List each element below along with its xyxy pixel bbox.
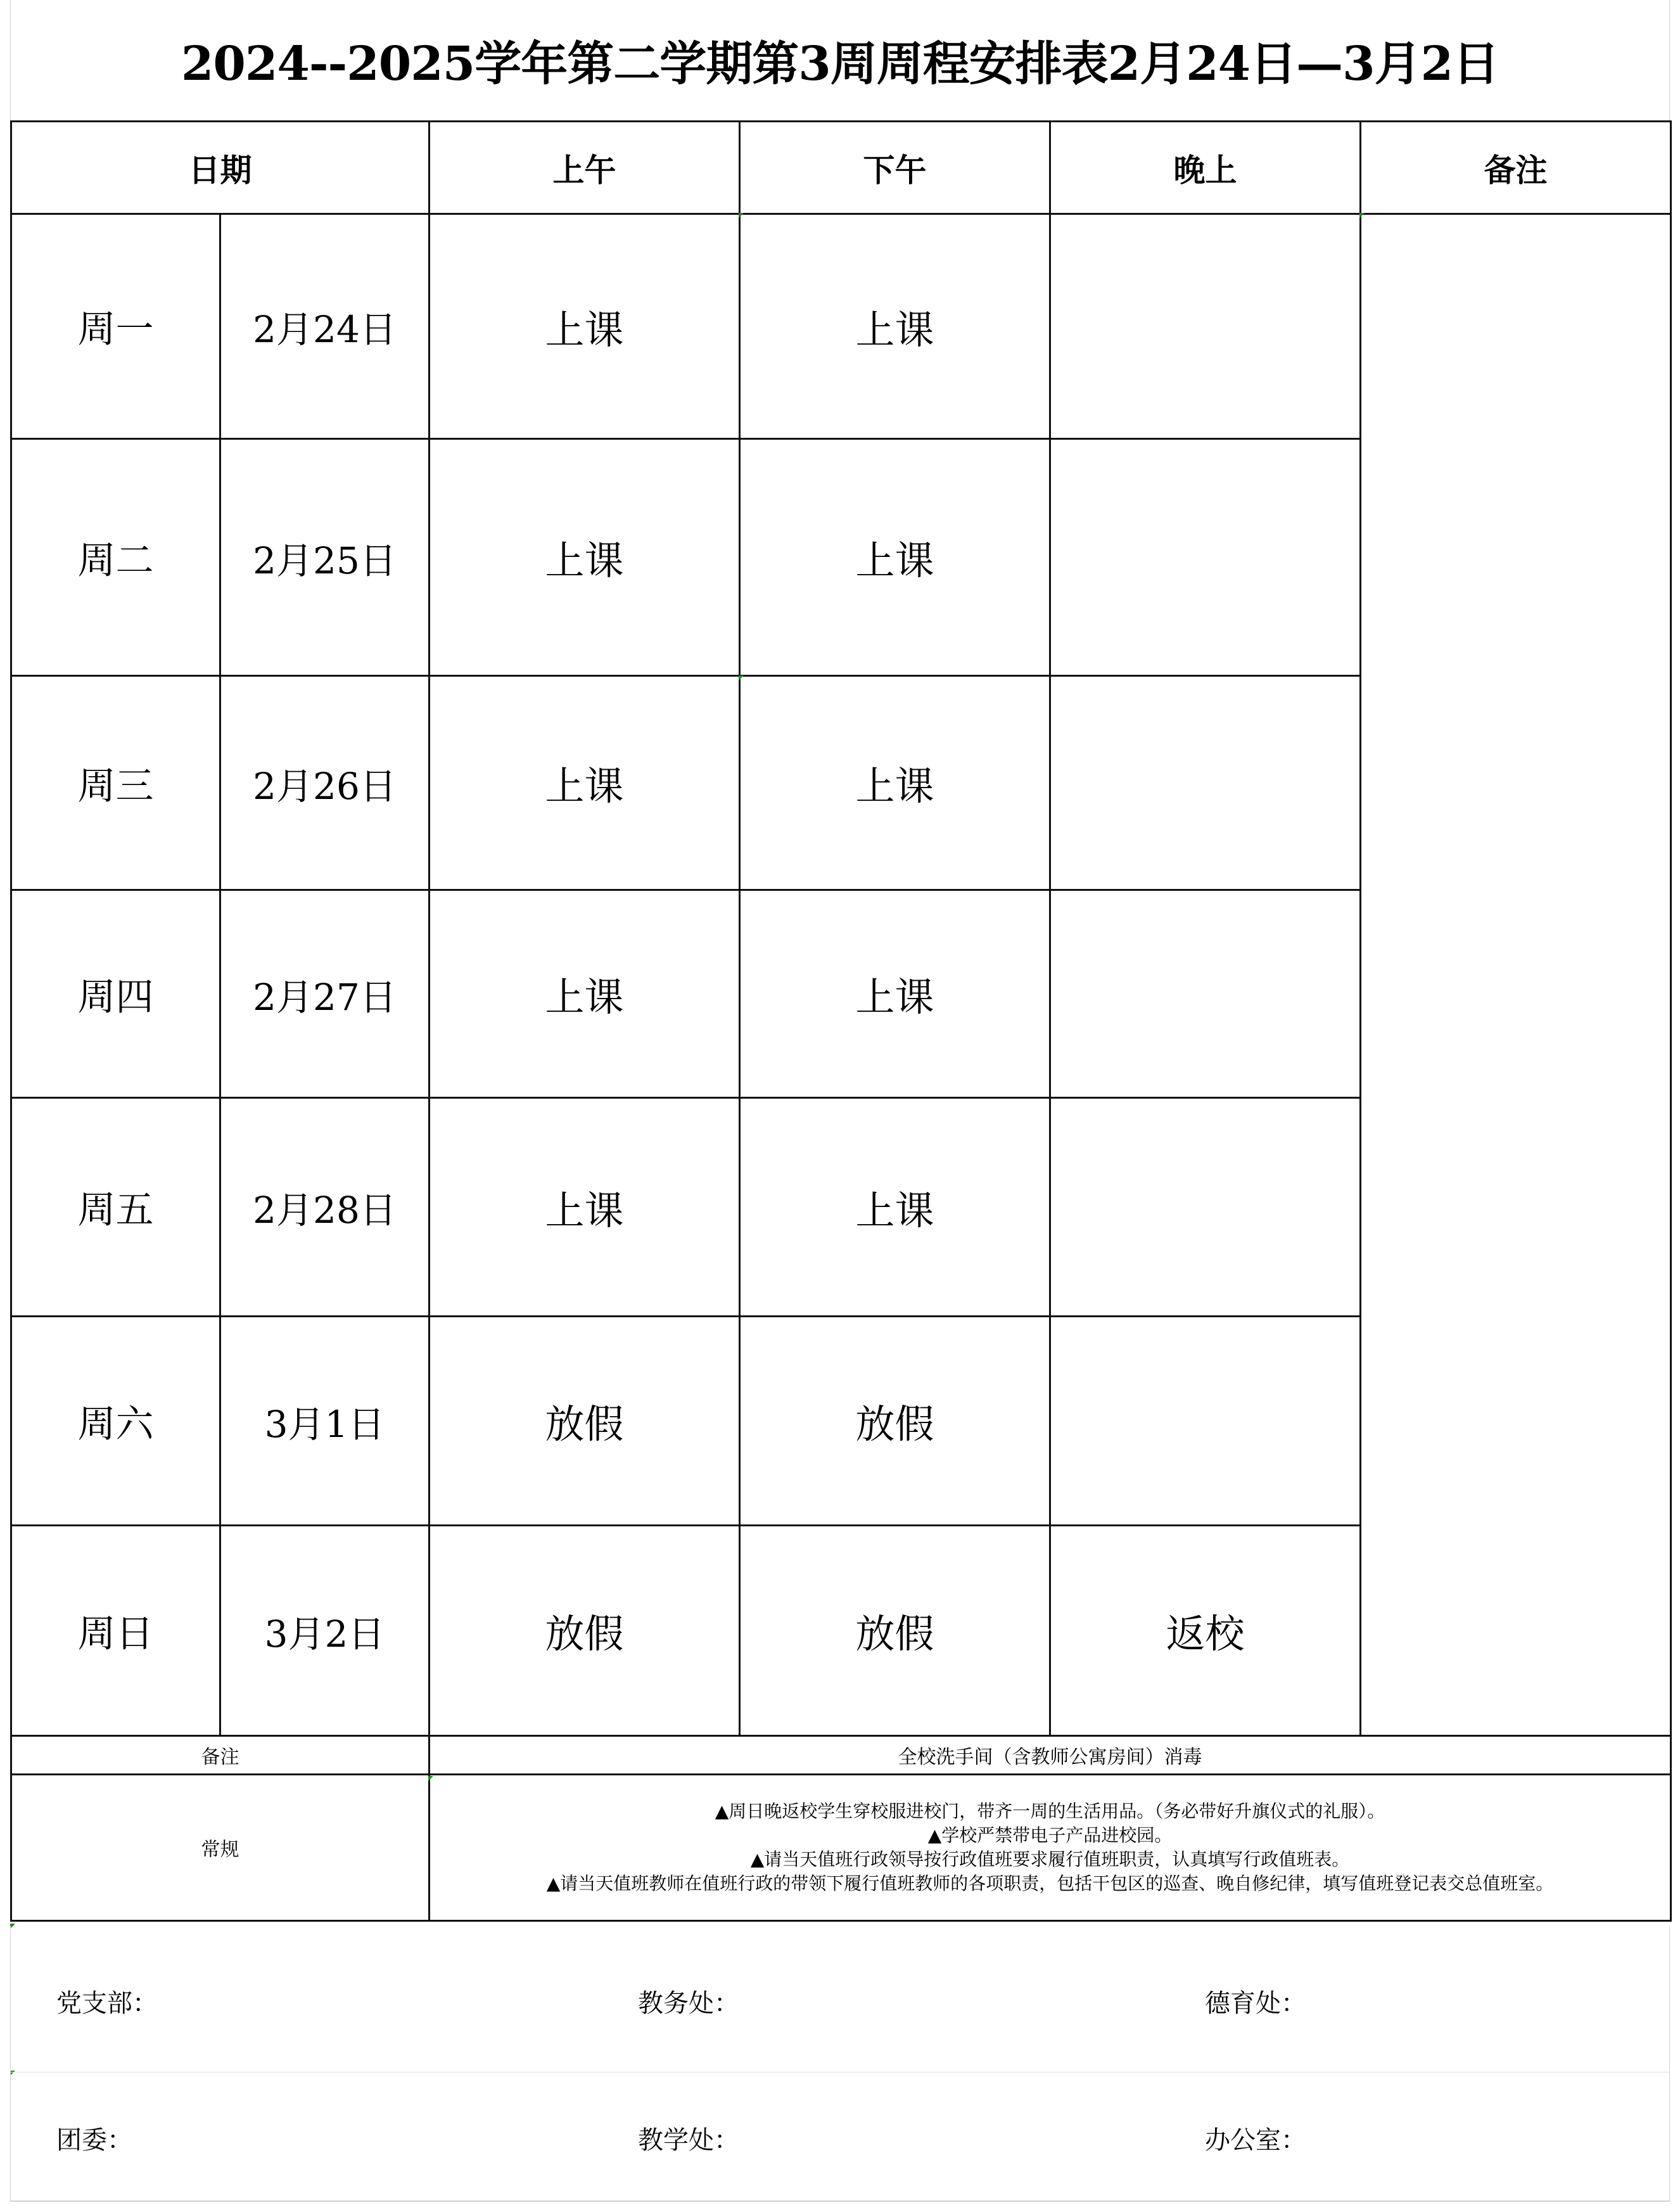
afternoon-cell: 上课 [740, 890, 1050, 1098]
evening-cell [1050, 439, 1361, 676]
morning-cell: 放假 [430, 1317, 740, 1526]
evening-cell: 返校 [1050, 1526, 1361, 1736]
afternoon-cell: 上课 [740, 676, 1050, 890]
signature-youth-league: 团委： [56, 2126, 132, 2155]
header-morning: 上午 [430, 122, 740, 214]
afternoon-cell: 上课 [740, 214, 1050, 439]
comment-marker-icon [739, 675, 744, 680]
header-row [11, 122, 1671, 214]
day-cell: 周六 [11, 1317, 220, 1526]
date-cell: 3月2日 [220, 1526, 430, 1736]
afternoon-cell: 上课 [740, 1098, 1050, 1317]
note-text: 全校洗手间（含教师公寓房间）消毒 [430, 1736, 1671, 1775]
routine-label: 常规 [11, 1775, 430, 1921]
day-cell: 周三 [11, 676, 220, 890]
signature-teaching-office: 教学处： [638, 2126, 739, 2155]
comment-marker-icon [1359, 213, 1365, 218]
day-cell: 周一 [11, 214, 220, 439]
evening-cell [1050, 1317, 1361, 1526]
date-cell: 2月26日 [220, 676, 430, 890]
comment-marker-icon [739, 213, 744, 218]
date-cell: 2月27日 [220, 890, 430, 1098]
header-date: 日期 [11, 122, 430, 214]
header-remarks: 备注 [1361, 122, 1671, 214]
table-row [11, 214, 1671, 439]
signature-party-branch: 党支部： [56, 1989, 158, 2018]
day-cell: 周五 [11, 1098, 220, 1317]
date-cell: 2月24日 [220, 214, 430, 439]
weekly-schedule-table [10, 120, 1672, 1922]
morning-cell: 上课 [430, 1098, 740, 1317]
remarks-cell [1361, 214, 1671, 1736]
date-cell: 2月25日 [220, 439, 430, 676]
signature-moral-education: 德育处： [1205, 1989, 1306, 2018]
evening-cell [1050, 1098, 1361, 1317]
date-cell: 3月1日 [220, 1317, 430, 1526]
signature-area [10, 1926, 1670, 2202]
comment-marker-icon [428, 1776, 433, 1781]
routine-line: ▲学校严禁带电子产品进校园。 [927, 1825, 1173, 1846]
note-row [11, 1736, 1671, 1775]
signature-academic-affairs: 教务处： [638, 1989, 739, 2018]
signature-divider [11, 2072, 1669, 2073]
routine-line: ▲请当天值班教师在值班行政的带领下履行值班教师的各项职责，包括干包区的巡查、晚自修纪律，填写值班登记表交总值班室。 [546, 1873, 1554, 1894]
morning-cell: 放假 [430, 1526, 740, 1736]
note-label: 备注 [11, 1736, 430, 1775]
afternoon-cell: 上课 [740, 439, 1050, 676]
evening-cell [1050, 214, 1361, 439]
evening-cell [1050, 890, 1361, 1098]
routine-line: ▲请当天值班行政领导按行政值班要求履行值班职责，认真填写行政值班表。 [750, 1849, 1350, 1870]
morning-cell: 上课 [430, 676, 740, 890]
title-row [10, 0, 1670, 120]
afternoon-cell: 放假 [740, 1526, 1050, 1736]
day-cell: 周四 [11, 890, 220, 1098]
day-cell: 周二 [11, 439, 220, 676]
morning-cell: 上课 [430, 214, 740, 439]
header-afternoon: 下午 [740, 122, 1050, 214]
signature-general-office: 办公室： [1205, 2126, 1306, 2155]
day-cell: 周日 [11, 1526, 220, 1736]
page-title: 2024--2025学年第二学期第3周周程安排表2月24日—3月2日 [181, 37, 1499, 91]
afternoon-cell: 放假 [740, 1317, 1050, 1526]
routine-row [11, 1775, 1671, 1921]
routine-line: ▲周日晚返校学生穿校服进校门，带齐一周的生活用品。（务必带好升旗仪式的礼服）。 [715, 1801, 1385, 1822]
morning-cell: 上课 [430, 439, 740, 676]
header-evening: 晚上 [1050, 122, 1361, 214]
morning-cell: 上课 [430, 890, 740, 1098]
evening-cell [1050, 676, 1361, 890]
routine-content [430, 1775, 1671, 1921]
date-cell: 2月28日 [220, 1098, 430, 1317]
